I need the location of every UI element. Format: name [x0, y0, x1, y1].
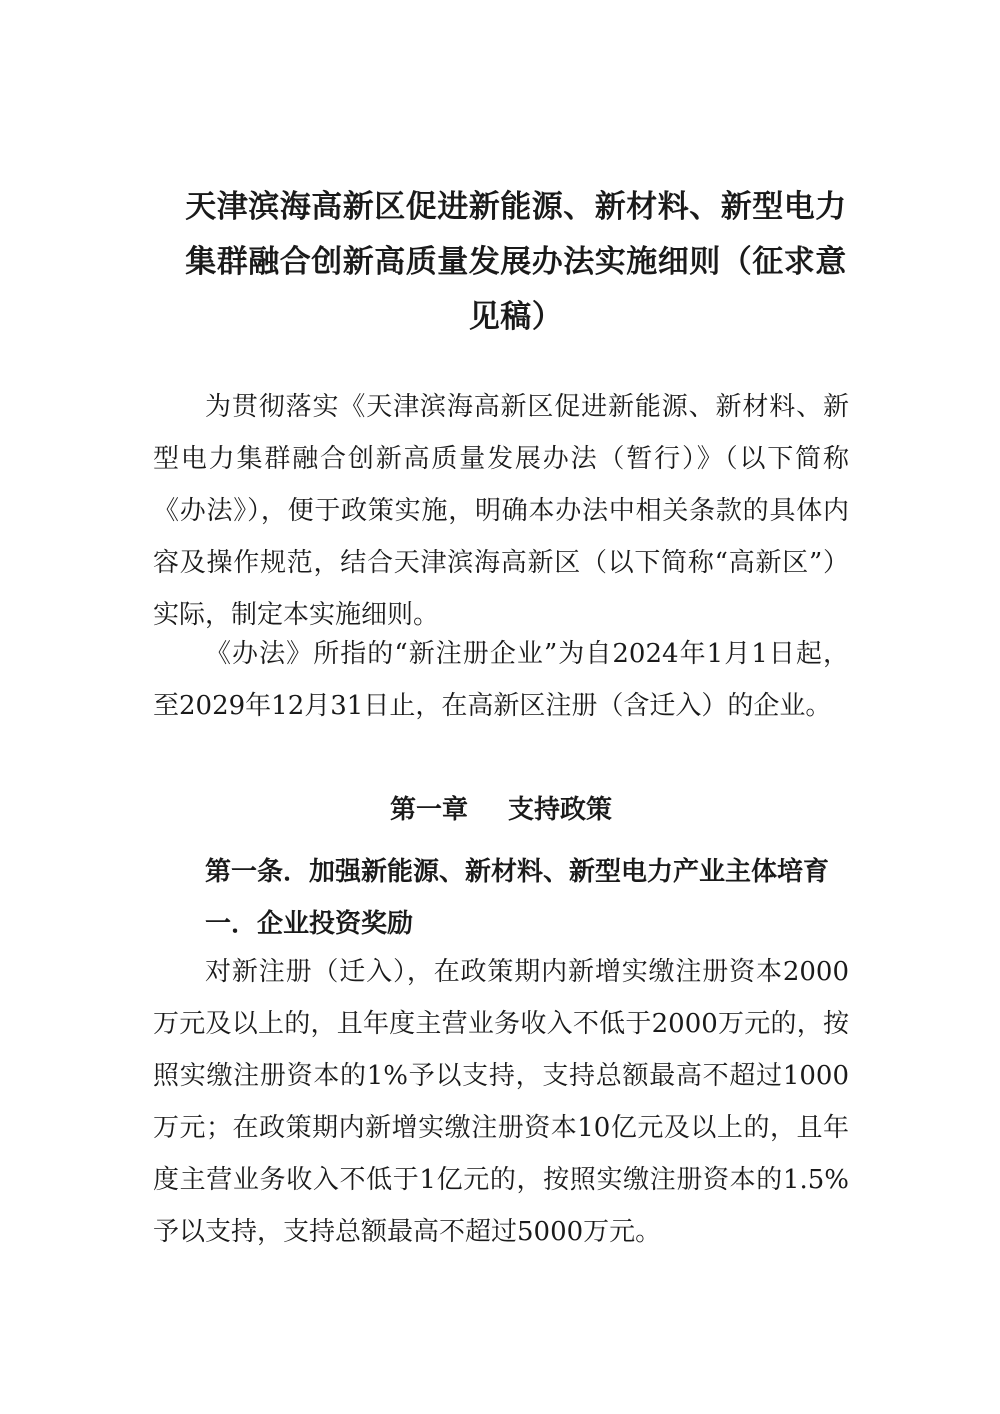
chapter-heading — [153, 784, 849, 836]
intro-paragraph: 为贯彻落实《天津滨海高新区促进新能源、新材料、新型电力集群融合创新高质量发展办法（暂行）》（以下简称《办法》），便于政策实施，明确本办法中相关条款的具体内容及操作规范，结合天津滨海高新区（以下简称“高新区”）实际，制定本实施细则。 — [153, 392, 849, 630]
subsection-heading: 一．企业投资奖励 — [205, 909, 414, 939]
document-title: 天津滨海高新区促进新能源、新材料、新型电力集群融合创新高质量发展办法实施细则（征求意见稿） — [185, 189, 847, 335]
subsidy-paragraph: 对新注册（迁入），在政策期内新增实缴注册资本2000万元及以上的，且年度主营业务收入不低于2000万元的，按照实缴注册资本的1%予以支持，支持总额最高不超过1000万元；在政策期内新增实缴注册资本10亿元及以上的，且年度主营业务收入不低于1亿元的，按照实缴注册资本的1.5%予以支持，支持总额最高不超过5000万元。 — [153, 957, 849, 1247]
definition-paragraph: 《办法》所指的“新注册企业”为自2024年1月1日起，至2029年12月31日止，在高新区注册（含迁入）的企业。 — [153, 639, 849, 721]
chapter-number: 第一章 — [389, 795, 468, 825]
chapter-title: 支持政策 — [508, 795, 613, 825]
article-heading: 第一条．加强新能源、新材料、新型电力产业主体培育 — [205, 857, 830, 887]
